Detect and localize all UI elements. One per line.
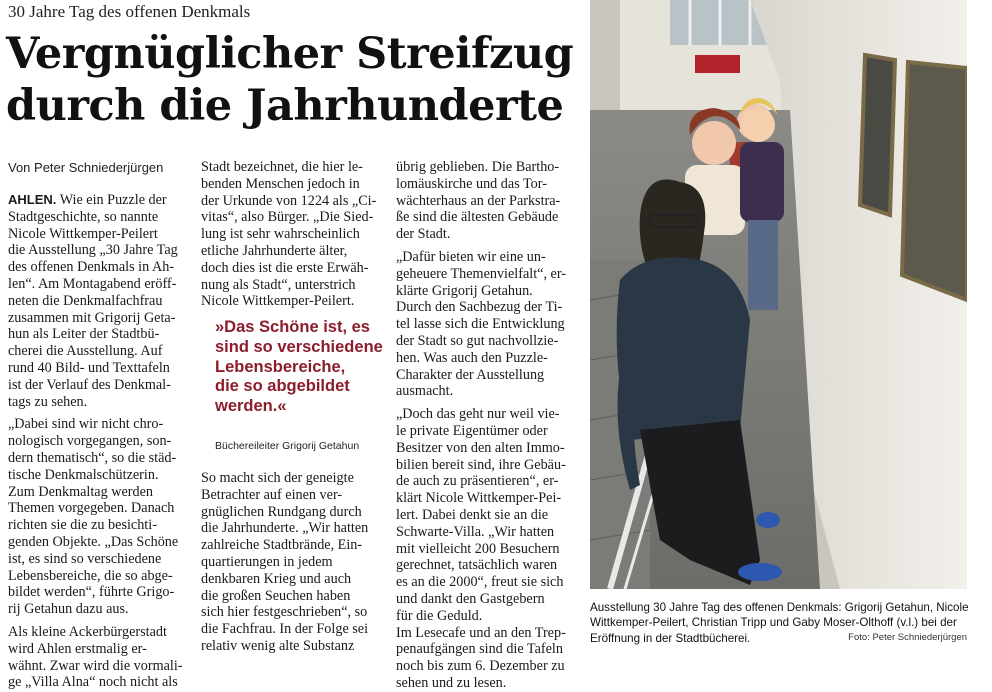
pull-quote-line: »Das Schöne ist, es [215, 318, 370, 336]
text-line: ausmacht. [396, 383, 454, 400]
text-line: lung ist sehr wahrscheinlich [201, 226, 360, 243]
text-line: tische Denkmalschützerin. [8, 466, 159, 483]
byline: Von Peter Schniederjürgen [8, 160, 164, 175]
pull-quote-line: Lebensbereiche, [215, 357, 346, 376]
text-line: Stadt bezeichnet, die hier le- [201, 159, 363, 175]
text-line: wähnt. Zwar wird die vormali- [8, 657, 183, 674]
text-line: übrig geblieben. Die Bartho- [396, 159, 560, 175]
pull-quote-line: werden.« [215, 397, 287, 416]
headline [6, 28, 586, 132]
text-line: Stadtgeschichte, so nannte [8, 208, 159, 225]
pull-quote-line: sind so verschiedene [215, 337, 383, 356]
text-line: rij Getahun dazu aus. [8, 601, 129, 618]
text-line: es an die 2000“, freut sie sich [396, 574, 564, 591]
text-line: bilien bereit sind, ihre Gebäu- [396, 456, 566, 473]
text-line: ist, es sind so verschiedene [8, 550, 162, 567]
text-line: sehen und zu lesen. [396, 674, 507, 691]
text-line: lert. Dabei denkt sie an die [396, 506, 549, 523]
text-line: „Doch das geht nur weil vie- [396, 406, 560, 423]
text-line: Wie ein Puzzle der [59, 192, 167, 208]
text-line: Im Lesecafe und an den Trep- [396, 624, 566, 641]
pull-quote [215, 318, 385, 417]
text-line: Nicole Wittkemper-Peilert [8, 225, 158, 242]
text-line: mit vielleicht 200 Besuchern [396, 540, 560, 557]
text-line: quartierungen in jedem [201, 553, 333, 570]
text-line: richten sie die zu besichti- [8, 517, 157, 534]
headline-line: durch die Jahrhunderte [6, 81, 564, 131]
text-line: tags zu sehen. [8, 393, 88, 410]
text-line: doch dies ist die erste Erwäh- [201, 259, 369, 276]
text-line: Besitzer von den alten Immo- [396, 439, 565, 456]
text-line: geheuere Themenvielfalt“, er- [396, 265, 567, 282]
text-line: denkbaren Krieg und auch [201, 570, 352, 587]
text-line: dern thematisch“, so die städ- [8, 449, 177, 466]
text-line: die großen Seuchen haben [201, 587, 351, 604]
text-line: nung als Stadt“, unterstrich [201, 276, 356, 293]
text-line: Betrachter auf einen ver- [201, 486, 343, 503]
text-line: hun als Leiter der Stadtbü- [8, 326, 160, 343]
text-column-2 [201, 159, 385, 310]
text-line: klärte Grigorij Getahun. [396, 282, 533, 299]
text-line: Zum Denkmaltag werden [8, 483, 153, 500]
text-line: So macht sich der geneigte [201, 470, 354, 486]
text-line: Schwarte-Villa. „Wir hatten [396, 523, 555, 540]
text-line: le private Eigentümer oder [396, 422, 548, 439]
text-line: len“. Am Montagabend eröff- [8, 275, 177, 292]
text-line: Nicole Wittkemper-Peilert. [201, 293, 355, 310]
text-line: zahlreiche Stadtbrände, Ein- [201, 537, 363, 554]
text-line: wird Ahlen erstmalig er- [8, 640, 147, 657]
text-line: bildet werden“, führte Grigo- [8, 584, 175, 601]
text-line: gerechnet, tatsächlich waren [396, 557, 558, 574]
text-line: gnüglichen Rundgang durch [201, 503, 362, 520]
text-line: ße sind die ältesten Gebäude [396, 209, 559, 226]
caption-line: Wittkemper-Peilert, Christian Tripp und Gaby Moser-Olthoff (v.l.) bei der [590, 616, 957, 630]
text-line: und dankt den Gastgebern [396, 590, 545, 607]
text-line: genden Objekte. „Das Schöne [8, 533, 179, 550]
text-line: ge „Villa Alna“ noch nicht als [8, 674, 178, 691]
caption-line: Eröffnung in der Stadtbücherei. [590, 631, 751, 645]
text-line: vitas“, also Bürger. „Die Sied- [201, 209, 374, 226]
text-line: Als kleine Ackerbürgerstadt [8, 623, 167, 640]
text-line: für die Geduld. [396, 607, 483, 624]
photo-credit: Foto: Peter Schniederjürgen [848, 632, 967, 643]
text-line: noch bis zum 6. Dezember zu [396, 658, 565, 675]
caption-line: Ausstellung 30 Jahre Tag des offenen Denkmals: Grigorij Getahun, Nicole [590, 601, 969, 614]
text-line: der Urkunde von 1224 als „Ci- [201, 192, 377, 209]
dateline: AHLEN. [8, 192, 57, 207]
kicker: 30 Jahre Tag des offenen Denkmals [8, 2, 251, 21]
text-line: Durch den Sachbezug der Ti- [396, 299, 563, 316]
text-line: klärt Nicole Wittkemper-Pei- [396, 490, 562, 507]
text-line: „Dafür bieten wir eine un- [396, 248, 546, 265]
text-line: die Ausstellung „30 Jahre Tag [8, 242, 178, 259]
text-line: hen. Was auch den Puzzle- [396, 349, 548, 366]
text-line: nologisch vorgegangen, son- [8, 433, 172, 450]
text-line: sich hier festgeschrieben“, so [201, 604, 368, 621]
text-line: lomäuskirche und das Tor- [396, 175, 547, 192]
text-line: Charakter der Ausstellung [396, 366, 545, 383]
text-line: der Stadt. [396, 226, 451, 243]
pull-quote-source: Büchereileiter Grigorij Getahun [215, 440, 360, 452]
text-line: wächterhaus an der Parkstra- [396, 192, 561, 209]
text-line: die Jahrhunderte. „Wir hatten [201, 520, 369, 537]
text-line: rund 40 Bild- und Texttafeln [8, 359, 170, 376]
text-line: relativ wenig alte Substanz [201, 637, 355, 654]
text-line: neten die Denkmalfachfrau [8, 292, 163, 309]
text-line: der Stadt so gut nachvollzie- [396, 332, 559, 349]
text-line: penaufgängen sind die Tafeln [396, 641, 563, 658]
text-column-2-lower [201, 470, 385, 655]
pull-quote-line: die so abgebildet [215, 377, 350, 396]
text-line: tel lasse sich die Entwicklung [396, 316, 565, 333]
text-line: des offenen Denkmals in Ah- [8, 259, 175, 276]
text-column-3 [396, 159, 582, 692]
text-column-1 [8, 192, 190, 691]
text-line: die Fachfrau. In der Folge sei [201, 621, 369, 638]
text-line: Lebensbereiche, die so abge- [8, 567, 173, 584]
text-line: de auch zu präsentieren“, er- [396, 473, 559, 490]
text-line: Themen vorgegeben. Danach [8, 500, 175, 517]
headline-line: Vergnüglicher Streifzug [6, 29, 574, 79]
text-line: cherei die Ausstellung. Auf [8, 343, 163, 360]
article-photo [590, 0, 967, 589]
text-line: etliche Jahrhunderte älter, [201, 242, 348, 259]
text-line: „Dabei sind wir nicht chro- [8, 416, 164, 433]
text-line: zusammen mit Grigorij Geta- [8, 309, 176, 326]
text-line: ist der Verlauf des Denkmal- [8, 376, 171, 393]
text-line: benden Menschen jedoch in [201, 175, 360, 192]
